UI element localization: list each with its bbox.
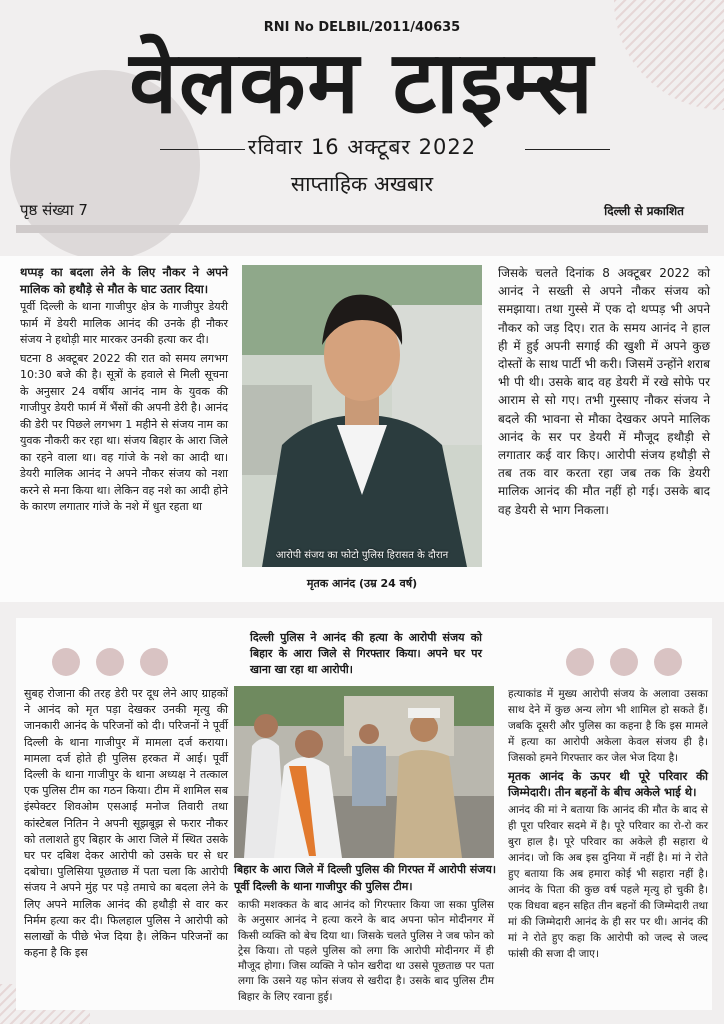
story1-right-column xyxy=(498,264,710,521)
edition-label: साप्ताहिक अखबार xyxy=(290,172,434,196)
arrest-photo xyxy=(234,686,494,858)
story2-left-column xyxy=(24,686,228,963)
arrest-photo-caption-text: बिहार के आरा जिले में दिल्ली पुलिस की गिरफ्त में आरोपी संजय। पूर्वी दिल्ली के थाना गाजीपुर की पुलिस टीम। xyxy=(234,863,496,893)
story2-right-column xyxy=(508,686,708,964)
photo-inner-caption: आरोपी संजय का फोटो पुलिस हिरासत के दौरान xyxy=(275,550,449,561)
dot-decoration xyxy=(610,648,638,676)
header-separator xyxy=(16,225,708,233)
story1-paragraph: पूर्वी दिल्ली के थाना गाजीपुर क्षेत्र के गाजीपुर डेयरी फार्म में डेयरी मालिक आनंद की उनके ही नौकर संजय ने हथोड़ी मार मारकर उनकी हत्या कर दी। xyxy=(20,300,228,346)
story2-headline: दिल्ली पुलिस ने आनंद की हत्या के आरोपी संजय को बिहार के आरा जिले से गिरफ्तार किया। अपने घर पर खाना खा रहा था आरोपी। xyxy=(250,631,482,676)
victim-photo xyxy=(242,265,482,567)
dot-decoration xyxy=(52,648,80,676)
story2-paragraph: काफी मशक्कत के बाद आनंद को गिरफ्तार किया जा सका पुलिस के अनुसार आनंद ने हत्या करने के बाद अपना फोन मोदीनगर में किसी व्यक्ति को बेच दिया था। जिसके चलते पुलिस ने जब फोन को ट्रेस किया। तो पहले पुलिस को लगा कि आरोपी मोदीनगर में ही मौजूद होगा। जिस व्यक्ति ने फोन खरीदा था उससे पूछताछ पर पता लगा कि उसने यह फोन संजय से खरीदा है। उसके बाद पुलिस टीम बिहार के लिए रवाना हुई। xyxy=(238,899,494,1003)
story2-paragraph: हत्याकांड में मुख्य आरोपी संजय के अलावा उसका साथ देने में कुछ अन्य लोग भी शामिल हो सकते हैं। जबकि दूसरी और पुलिस का कहना है कि इस मामले में हत्या का आरोपी अकेला केवल संजय ही है। जिसको हमने गिरफ्तार कर जेल भेज दिया है। xyxy=(508,688,708,764)
page-number: पृष्ठ संख्या 7 xyxy=(20,201,88,219)
story1-paragraph: जिसके चलते दिनांक 8 अक्टूबर 2022 को आनंद ने सख्ती से अपने नौकर संजय को समझाया। तथा गुस्से में एक दो थप्पड़ भी अपने नौकर को जड़ दिए। रात के समय आनंद ने हाल ही में हुई अपनी सगाई की खुशी में अपने कुछ दोस्तों के साथ पार्टी भी करी। जिसमें उन्होंने शराब भी पी थी। उसके बाद वह डेयरी में रखे सोफे पर आराम से सो गए। तभी गुस्साए नौकर संजय ने बदले की भावना से मौका देखकर अपने मालिक आनंद के सर पर डेयरी में मौजूद हथौड़ी से लगातार कई वार किए। आरोपी संजय हथौड़ी से तब तक वार करता रहा जब तक कि डेयरी मालिक आनंद की मौत नहीं हो गई। उसके बाद वह डेयरी से भाग निकला। xyxy=(498,266,710,517)
rni-number: RNI No DELBIL/2011/40635 xyxy=(263,20,461,35)
dot-decoration xyxy=(566,648,594,676)
dot-decoration xyxy=(96,648,124,676)
story2-subheading: मृतक आनंद के ऊपर थी पूरे परिवार की जिम्मेदारी। तीन बहनों के बीच अकेले भाई थे। xyxy=(508,769,708,799)
issue-date: रविवार 16 अक्टूबर 2022 xyxy=(247,135,477,159)
masthead-title: वेलकम टाइम्स xyxy=(129,33,595,133)
victim-photo-caption: मृतक आनंद (उम्र 24 वर्ष) xyxy=(306,577,418,590)
story1-paragraph: घटना 8 अक्टूबर 2022 की रात को समय लगभग 10:30 बजे की है। सूत्रों के हवाले से मिली सूचना के अनुसार 24 वर्षीय आनंद नाम के युवक की गाजीपुर डेयरी फार्म में भैंसों की अपनी डेरी है। आनंद की डेरी पर पिछले लगभग 1 महीने से संजय नाम का युवक नौकरी कर रहा था। संजय बिहार के आरा जिले का रहने वाला था। वह गांजे के नशे का आदी था। डेयरी मालिक आनंद ने अपने नौकर संजय को नशा करने से मना किया था। लेकिन वह नशे का आदी होने के कारण लगातार गांजे के नशे में धुत रहता था xyxy=(20,351,228,513)
story2-paragraph: सुबह रोजाना की तरह डेरी पर दूध लेने आए ग्राहकों ने आनंद को मृत पड़ा देखकर उनकी मृत्यु की जानकारी आनंद के परिजनों को दी। परिजनों ने पूर्वी दिल्ली के थाना गाजीपुर में मामला दर्ज कराया। मामला दर्ज होते ही पुलिस हरकत में आई। पूर्वी दिल्ली के थाना गाजीपुर के थाना अध्यक्ष ने तत्काल एक पुलिस टीम का गठन किया। टीम में शामिल सब इंस्पेक्टर शिवओम एसआई मनोज तिवारी तथा कांस्टेबल नितिन ने अपनी सूझबूझ से फरार नौकर को तलाशते हुए बिहार के आरा जिले में स्थित उसके घर पर दबिश देकर आरोपी को उसके घर से धर दबोचा। पुलिसिया पूछताछ में पता चला कि आरोपी संजय ने अपने मुंह पर पड़े तमाचे का बदला लेने के लिए अपने मालिक आनंद की हथौड़ी से वार कर निर्मम हत्या कर दी। फिलहाल पुलिस ने आरोपी को सलाखों के पीछे भेज दिया है। लेकिन परिजनों का कहना है कि इस xyxy=(24,687,228,960)
story2-center-column xyxy=(238,898,494,1007)
arrest-photo-image xyxy=(234,686,494,858)
arrest-photo-caption xyxy=(234,862,496,897)
publication-place: दिल्ली से प्रकाशित xyxy=(604,204,684,218)
story1-headline: थप्पड़ का बदला लेने के लिए नौकर ने अपने मालिक को हथौड़े से मौत के घाट उतार दिया। xyxy=(20,265,228,296)
dot-decoration xyxy=(654,648,682,676)
story1-left-column xyxy=(20,264,228,518)
victim-photo-image xyxy=(242,265,482,567)
story2-paragraph: आनंद की मां ने बताया कि आनंद की मौत के बाद से ही पूरा परिवार सदमे में है। पूरे परिवार का रो-रो कर बुरा हाल है। पूरे परिवार का अकेले ही सहारा थे आनंद। जो कि अब इस दुनिया में नहीं है। मां ने रोते हुए बताया कि अब हमारा कोई भी सहारा नहीं है। आनंद के पिता की कुछ वर्ष पहले मृत्यु हो चुकी है। एक विधवा बहन सहित तीन बहनों की जिम्मेदारी तथा मां की जिम्मेदारी आनंद के ही सर पर थी। आनंद की मां ने रोते हुए कहा कि आरोपी को जल्द से जल्द फांसी की सजा दी जाए। xyxy=(508,804,708,960)
dot-decoration xyxy=(140,648,168,676)
